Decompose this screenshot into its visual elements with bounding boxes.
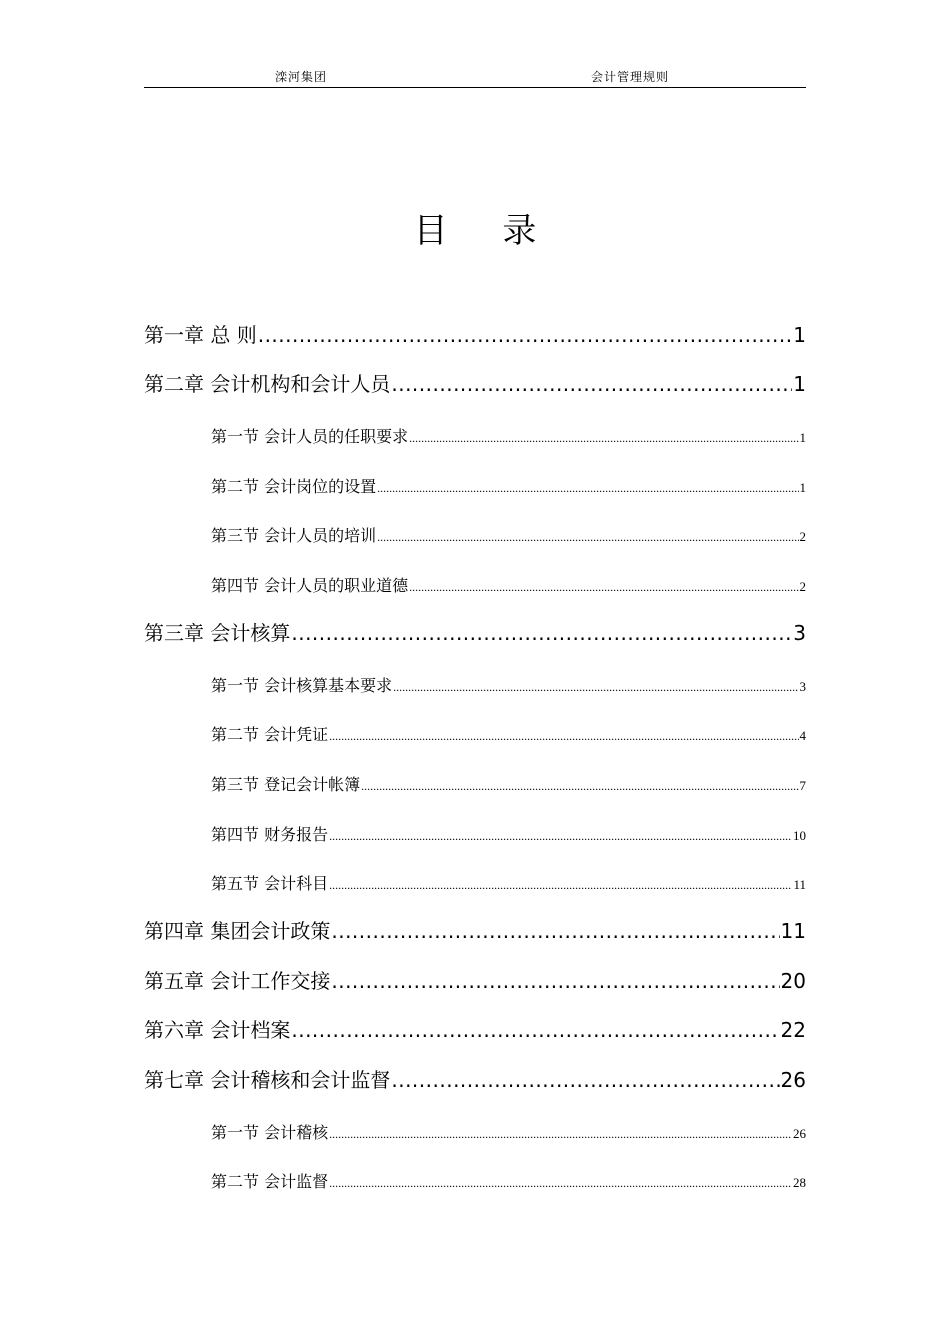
toc-section-entry[interactable] <box>144 411 806 461</box>
toc-dot-leader <box>409 580 798 595</box>
toc-page-number: 26 <box>780 1068 806 1092</box>
toc-dot-leader <box>391 372 792 396</box>
toc-page-number: 1 <box>793 372 806 397</box>
toc-entry-label: 第二节 会计岗位的设置 <box>211 476 377 496</box>
toc-chapter-entry[interactable] <box>144 610 806 660</box>
toc-dot-leader <box>377 530 798 545</box>
toc-dot-leader <box>329 878 792 893</box>
toc-entry-label: 第四节 财务报告 <box>211 824 329 844</box>
toc-chapter-entry[interactable] <box>144 312 806 362</box>
toc-page-number: 11 <box>780 918 806 943</box>
toc-entry-label: 第一节 会计人员的任职要求 <box>211 427 409 447</box>
toc-section-entry[interactable] <box>144 1157 806 1207</box>
toc-page-number: 2 <box>799 529 806 545</box>
toc-section-entry[interactable] <box>144 710 806 760</box>
toc-section-entry[interactable] <box>144 560 806 610</box>
toc-dot-leader <box>361 779 798 794</box>
page-header <box>144 60 806 88</box>
toc-page-number: 3 <box>799 678 806 694</box>
toc-page-number: 20 <box>780 968 806 993</box>
toc-entry-label: 第四章 集团会计政策 <box>144 918 331 943</box>
toc-dot-leader <box>393 680 798 695</box>
toc-dot-leader <box>291 621 792 645</box>
toc-entry-label: 第三节 会计人员的培训 <box>211 526 377 546</box>
toc-entry-label: 第七章 会计稽核和会计监督 <box>144 1068 391 1092</box>
toc-chapter-entry[interactable] <box>144 1008 806 1058</box>
toc-chapter-entry[interactable] <box>144 958 806 1008</box>
toc-dot-leader <box>329 1127 792 1142</box>
toc-dot-leader <box>391 1068 779 1092</box>
toc-section-entry[interactable] <box>144 511 806 561</box>
toc-entry-label: 第六章 会计档案 <box>144 1018 291 1043</box>
header-document-name: 会计管理规则 <box>591 70 670 84</box>
toc-entry-label: 第四节 会计人员的职业道德 <box>211 576 409 596</box>
page-title: 目 录 <box>413 211 559 251</box>
toc-page-number: 4 <box>799 728 806 744</box>
toc-dot-leader <box>329 829 792 844</box>
toc-page-number: 28 <box>793 1175 806 1191</box>
toc-chapter-entry[interactable] <box>144 1057 806 1107</box>
toc-page-number: 10 <box>793 827 806 843</box>
header-company-name: 滦河集团 <box>275 70 328 84</box>
toc-entry-label: 第二节 会计监督 <box>211 1172 329 1192</box>
toc-dot-leader <box>377 481 798 496</box>
toc-section-entry[interactable] <box>144 660 806 710</box>
toc-page-number: 1 <box>793 322 806 347</box>
toc-page-number: 7 <box>799 777 806 793</box>
toc-page-number: 1 <box>799 479 806 495</box>
toc-page-number: 26 <box>793 1125 806 1141</box>
toc-page-number: 22 <box>780 1018 806 1043</box>
toc-page-number: 11 <box>793 877 806 893</box>
toc-entry-label: 第五节 会计科目 <box>211 874 329 894</box>
toc-dot-leader <box>331 969 779 993</box>
toc-dot-leader <box>329 1176 792 1191</box>
toc-entry-label: 第五章 会计工作交接 <box>144 968 331 993</box>
toc-entry-label: 第二节 会计凭证 <box>211 725 329 745</box>
toc-section-entry[interactable] <box>144 759 806 809</box>
toc-page-number: 1 <box>799 430 806 446</box>
toc-dot-leader <box>329 729 798 744</box>
toc-entry-label: 第三章 会计核算 <box>144 620 291 645</box>
toc-dot-leader <box>331 919 779 943</box>
toc-dot-leader <box>409 431 798 446</box>
table-of-contents <box>144 312 806 1206</box>
toc-section-entry[interactable] <box>144 1107 806 1157</box>
toc-section-entry[interactable] <box>144 461 806 511</box>
toc-dot-leader <box>291 1018 779 1042</box>
toc-dot-leader <box>258 323 793 347</box>
toc-section-entry[interactable] <box>144 809 806 859</box>
toc-page-number: 2 <box>799 579 806 595</box>
toc-entry-label: 第一节 会计核算基本要求 <box>211 675 393 695</box>
toc-chapter-entry[interactable] <box>144 908 806 958</box>
toc-entry-label: 第一章 总 则 <box>144 322 257 347</box>
toc-section-entry[interactable] <box>144 859 806 909</box>
toc-entry-label: 第一节 会计稽核 <box>211 1122 329 1142</box>
toc-entry-label: 第二章 会计机构和会计人员 <box>144 372 391 397</box>
toc-page-number: 3 <box>793 620 806 645</box>
toc-chapter-entry[interactable] <box>144 362 806 412</box>
toc-entry-label: 第三节 登记会计帐簿 <box>211 774 361 794</box>
